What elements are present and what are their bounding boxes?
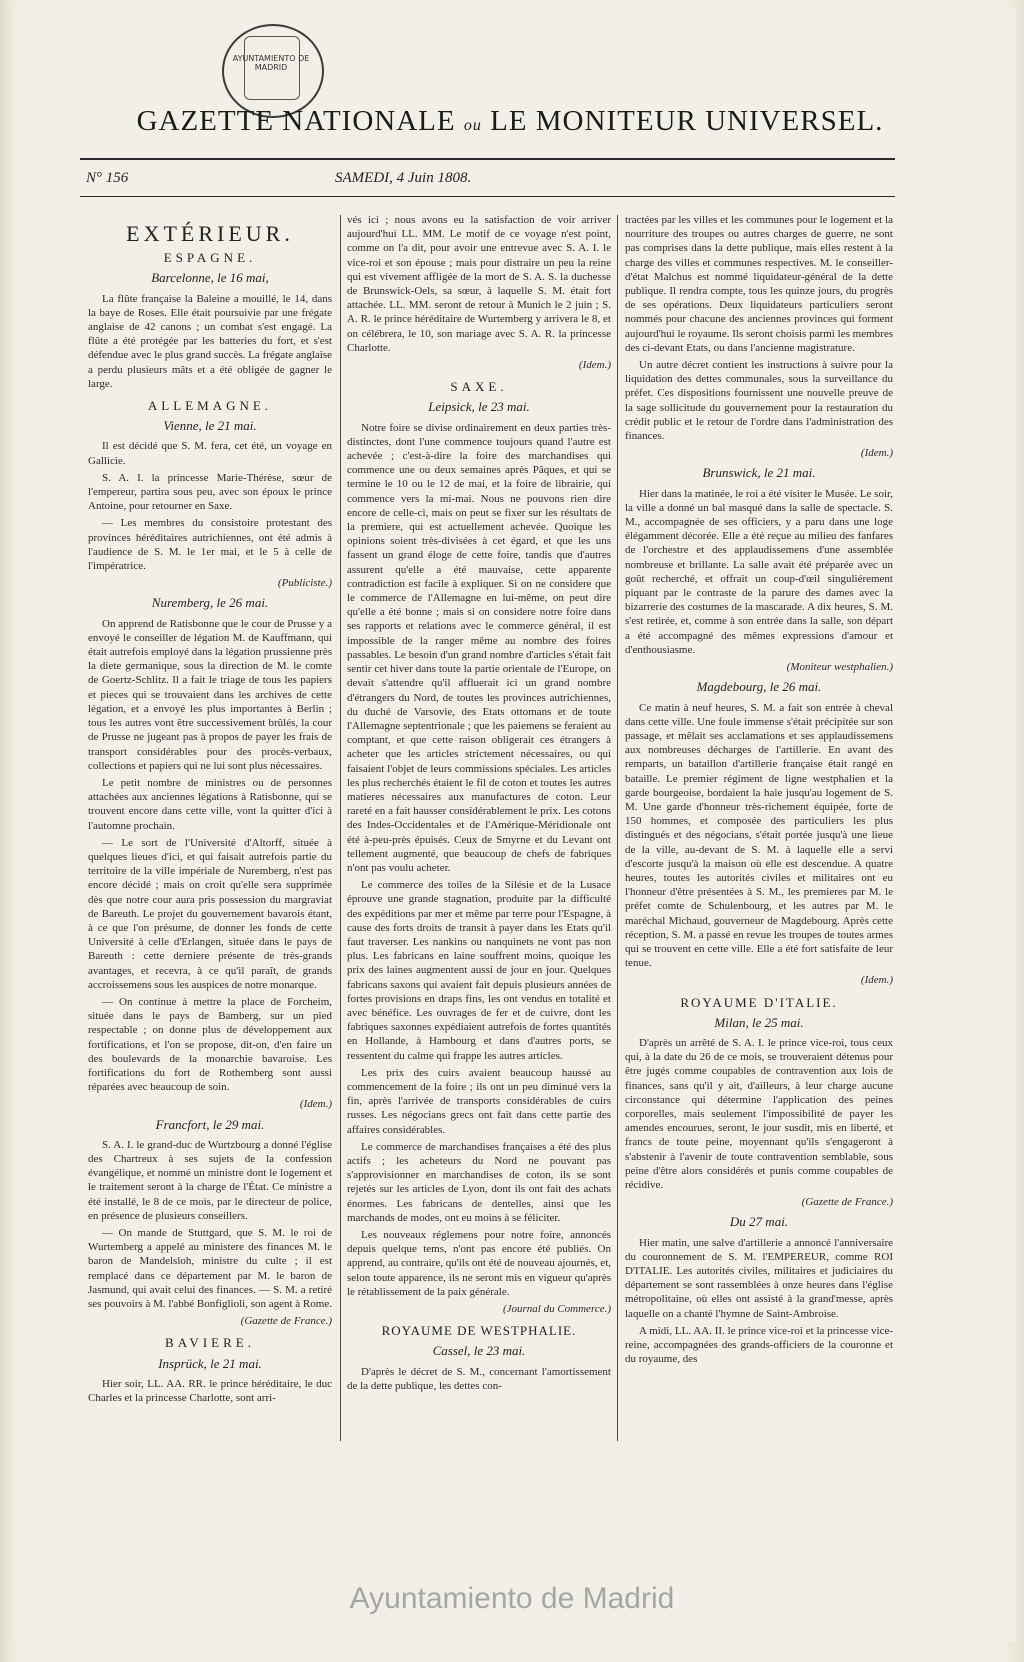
article-text: — Le sort de l'Université d'Altorff, située à quelques lieues d'ici, et qui faisait autrefois partie du territoire de la ville impériale de Nuremberg, n'est pas encore décidé ; mais on croit qu'elle sera supprimée dès que notre cour aura pris possession du margraviat de Bareuth. Le projet du gouvernement bavarois étant, à ce que l'on présume, de donner les fonds de cette Université à celle d'Erlangen, située dans le pays de Bareuth : cette derniere présente de très-grands avantages, et recevra, à ce qu'il paraît, de grands accroissemens sous les auspices de notre monarque. <box>88 836 332 991</box>
article-text: Notre foire se divise ordinairement en deux parties très-distinctes, dont l'une commence toujours quand l'autre est achevée ; c'est-à-dire la foire des marchandises qui commence une ou deux semaines après Pâques, et qui se termine le 10 ou le 12 de mai, et la foire de librairie, qui commence vers la mi-mai. Nous ne pouvons rien dire encore de celle-ci, mais on peut se fixer sur les résultats de la premiere, qui est actuellement achevée. Quoique les opinions soient très-divisées à cet égard, et que les uns fassent un grand éloge de cette foire, tandis que d'autres assurent qu'elle a été mauvaise, cette apparente contradiction est facile à expliquer. Si on ne considere que le commerce de l'Allemagne en lui-même, on peut dire qu'elle a été bonne ; mais si on considere notre foire dans ses rapports et relations avec le commerce général, il est impossible de la ranger même au nombre des foires passables. Le besoin d'un grand nombre d'articles s'était fait sentir cet hiver dans toute la partie orientale de l'Europe, on devait s'attendre qu'il affluerait ici un grand nombre d'étrangers du Nord, de toutes les provinces autrichiennes, du duché de Varsovie, des Etats ottomans et de toute l'Allemagne septentrionale ; que les paiemens se feraient au comptant, et que cette raison obligerait ces étrangers à acheter que les articles strictement nécessaires, ou qui faisaient l'objet de leurs commissions spéciales. Les articles les plus recherchés étaient le fil de coton et toutes les autres matieres nécessaires aux manufactures de coton. Leur rareté en a fait hausser considérablement le prix. Les cotons des Indes-Occidentales et de l'Amérique-Méridionale ont été à-peu-près épuisés. Ceux de Smyrne et du Levant ont tellement augmenté, que beaucoup de chefs de fabriques n'ont pas voulu acheter. <box>347 421 611 874</box>
source-attribution: (Idem.) <box>860 447 893 460</box>
section-title: EXTÉRIEUR. <box>126 221 294 246</box>
article-text: D'après le décret de S. M., concernant l'amortissement de la dette publique, les dettes con- <box>347 1365 611 1392</box>
dateline-francfort: Francfort, le 29 mai. <box>155 1116 265 1132</box>
article-text: Les nouveaux réglemens pour notre foire, annoncés depuis quelque tems, n'ont pas encore été publiés. On apprend, au contraire, qu'ils ont été de nouveau ajournés, et, selon toute apparence, ils ne seront mis en vigueur qu'après le rétablissement de la paix générale. <box>347 1229 611 1298</box>
issue-number: N° 156 <box>86 170 129 186</box>
dateline-magdebourg: Magdebourg, le 26 mai. <box>696 679 822 695</box>
masthead-part1: GAZETTE NATIONALE <box>136 105 456 137</box>
article-text: A midi, LL. AA. II. le prince vice-roi et la princesse vice-reine, accompagnées des grands-officiers de la couronne et du royaume, des <box>625 1324 893 1366</box>
article-text: Le commerce des toiles de la Silésie et de la Lusace éprouve une grande stagnation, produite par la difficulté des expéditions par mer et même par terre pour l'Espagne, à cause des forts droits de transit à payer dans les Etats qu'il faut traverser. Les nankins ou nanquinets ne vont pas non plus. Les fabricans en laine souffrent moins, quoique les prix des laines augmentent aussi de jour en jour. Quelques fabricans saxons qui avaient fait depuis plusieurs années de fortes provisions en draps fins, les ont vendus en totalité et avec bénéfice. Les ouvrages de fer et de cuivre, dont les fabriques saxonnes expédiaient autrefois de fortes quantités en Hollande, à Hambourg et dans d'autres ports, se ressentent du calme qui frappe les autres articles. <box>347 879 611 1062</box>
column-2 <box>347 213 611 1445</box>
article-text: Le petit nombre de ministres ou de personnes attachées aux anciennes légations à Ratisbonne, qui se trouvent encore dans cette ville, vont la quitter d'ici à l'automne prochain. <box>88 776 332 832</box>
article-text: D'après un arrêté de S. A. I. le prince vice-roi, tous ceux qui, à la date du 26 de ce mois, se trouveraient détenus pour être jugés comme coupables de contravention aux lois de finances, sans qu'il y ait, d'ailleurs, à leur charge aucune circonstance qui détermine l'application des peines corporelles, mais seulement l'impossibilité de payer les amendes encourues, seront, le jour susdit, mis en liberté, et francs de toute peine, moyennant qu'ils s'engageront à s'abstenir à l'avenir de toute contravention semblable, sous peine d'être alors considérés et punis comme coupables de récidive. <box>625 1036 893 1191</box>
article-text: — On continue à mettre la place de Forcheim, située dans le pays de Bamberg, sur un pied respectable ; on donne plus de développement aux fortifications, et l'on se propose, dit-on, d'en faire un des boulevards de la monarchie bavaroise. Les fortifications du fort de Rothemberg sont aussi réparées avec beaucoup de soin. <box>88 995 332 1094</box>
heading-saxe: SAXE. <box>450 379 508 395</box>
stamp-text: AYUNTAMIENTO DE MADRID <box>232 54 310 72</box>
source-attribution: (Idem.) <box>860 974 893 987</box>
date-rule <box>80 196 895 197</box>
source-attribution: (Gazette de France.) <box>240 1315 332 1328</box>
article-text: Un autre décret contient les instructions à suivre pour la liquidation des dettes communales, sous la surveillance du préfet. Ces dispositions fournissent une nouvelle preuve de la sage sollicitude du gouvernement pour la restauration du crédit public et le retour de l'ordre dans l'administration des finances. <box>625 359 893 443</box>
article-text: Hier matin, une salve d'artillerie a annoncé l'anniversaire du couronnement de S. M. l'EMPEREUR, comme ROI D'ITALIE. Les autorités civiles, militaires et judiciaires du département se sont rassemblées à onze heures dans l'église métropolitaine, où elles ont assisté à la grand'messe, après laquelle on a chanté l'hymne de Saint-Ambroise. <box>625 1236 893 1320</box>
source-attribution: (Idem.) <box>578 359 611 372</box>
issue-date: SAMEDI, 4 Juin 1808. <box>335 170 472 186</box>
heading-italie: ROYAUME D'ITALIE. <box>680 994 838 1010</box>
archive-watermark: Ayuntamiento de Madrid <box>349 1582 675 1615</box>
dateline-barcelonne: Barcelonne, le 16 mai, <box>151 270 269 286</box>
article-text: tractées par les villes et les communes pour le logement et la nourriture des troupes ou autres charges de guerre, ne sont pas comprises dans la dette publique, mais elles restent à la charge des villes et communes respectives. M. le conseiller-d'état Malchus est nommé liquidateur-général de la dette publique. Il rendra compte, tous les quinze jours, du progrès de ses opérations. Deux liquidateurs particuliers seront nommés pour chacune des anciennes provinces qui forment aujourd'hui le royaume. Ils seront choisis parmi les membres des ci-devant Etats, ou dans l'ancienne magistrature. <box>625 214 893 354</box>
dateline-milan: Milan, le 25 mai. <box>714 1014 804 1030</box>
article-text: Les prix des cuirs avaient beaucoup haussé au commencement de la foire ; ils ont un peu diminué vers la fin, après l'arrivée de transports considérables de cuirs russes. Les négocians grecs ont fait dans cette partie des affaires considérables. <box>347 1066 611 1136</box>
masthead-title <box>60 105 960 138</box>
dateline-brunswick: Brunswick, le 21 mai. <box>702 465 816 481</box>
dateline-vienne: Vienne, le 21 mai. <box>163 418 257 434</box>
dateline-nuremberg: Nuremberg, le 26 mai. <box>151 595 269 611</box>
column-divider-1 <box>340 215 341 1441</box>
source-attribution: (Idem.) <box>299 1098 332 1111</box>
masthead-ou: ou <box>463 117 482 134</box>
article-text: Ce matin à neuf heures, S. M. a fait son entrée à cheval dans cette ville. Une foule immense s'était précipitée sur son passage, et mêlait ses acclamations et ses applaudissemens aux nombreuses décharges de l'artillerie. En avant des remparts, un bataillon d'artillerie française était rangé en bataille. Le premier régiment de ligne westphalien et la garde bourgeoise, bordaient la haie jusqu'au logement de S. M. Une garde d'honneur très-richement équipée, forte de 150 hommes, et composée des particuliers les plus distingués et des négocians, s'était portée jusqu'à une lieue de la ville, au-devant de S. M. à laquelle elle a servi d'escorte jusqu'à la maison où elle est descendue. A quatre heures, toutes les autorités civiles et militaires ont eu l'honneur d'être présentées à S. M., les premieres par M. le préfet comte de Schulenbourg, et les autres par M. le maréchal Michaud, gouverneur de Magdebourg. Après cette réception, S. M. a passé en revue les troupes de toutes armes qui se trouvent en cette ville. Elle a été fort satisfaite de leur tenue. <box>625 701 893 970</box>
dateline-insprück: Insprück, le 21 mai. <box>158 1355 262 1371</box>
article-text: vés ici ; nous avons eu la satisfaction de voir arriver aujourd'hui LL. MM. Le motif de ce voyage n'est point, comme on l'a dit, pour avoir une entrevue avec S. A. I. le vice-roi et son épouse ; mais pour distraire un peu la reine qui est vivement affligée de la mort de S. A. S. la duchesse de Brunswick-Oels, sa sœur, à laquelle S. M. était fort attachée. LL. MM. seront de retour à Munich le 2 juin ; S. A. R. le prince héréditaire de Wurtemberg y arrivera le 8, et on célébrera, le 10, son mariage avec S. A. R. la princesse Charlotte. <box>347 214 611 354</box>
heading-allemagne: ALLEMAGNE. <box>147 398 273 414</box>
source-attribution: (Publiciste.) <box>277 577 332 590</box>
heading-baviere: BAVIERE. <box>165 1335 255 1351</box>
dateline-leipsick: Leipsick, le 23 mai. <box>428 399 530 415</box>
article-text: Il est décidé que S. M. fera, cet été, un voyage en Gallicie. <box>88 440 332 467</box>
article-text: — Les membres du consistoire protestant des provinces héréditaires autrichiennes, ont été admis à l'audience de S. M. le 1er mai, et le 5 à celle de l'impératrice. <box>88 517 332 573</box>
heading-espagne: ESPAGNE. <box>163 250 257 266</box>
source-attribution: (Gazette de France.) <box>801 1196 893 1209</box>
column-1 <box>88 213 332 1445</box>
dateline-du-27-mai: Du 27 mai. <box>729 1214 789 1230</box>
article-text: La flûte française la Baleine a mouillé, le 14, dans la baye de Roses. Elle était poursuivie par une frégate anglaise de 42 canons ; un combat s'est engagé. La flûte a été protégée par les batteries du fort, et s'est défendue avec le plus grand succès. La frégate anglaise a perdu plusieurs mâts et a été obligée de gagner le large. <box>88 292 332 390</box>
column-3 <box>625 213 893 1445</box>
article-text: Le commerce de marchandises françaises a été des plus actifs ; les acheteurs du Nord ne pouvant pas s'approvisionner en marchandises de coton, ils se sont rejetés sur les articles de Lyon, dont ils ont fait des achats énormes. Les fabricans de dentelles, ainsi que les marchands de modes, ont eu moins à se féliciter. <box>347 1140 611 1224</box>
article-text: S. A. I. la princesse Marie-Thérèse, sœur de l'empereur, partira sous peu, avec son époux le prince Antoine, pour retourner en Saxe. <box>88 471 332 513</box>
article-text: Hier soir, LL. AA. RR. le prince héréditaire, le duc Charles et la princesse Charlotte, sont arri- <box>88 1377 332 1405</box>
masthead-part2: LE MONITEUR UNIVERSEL. <box>490 105 884 137</box>
article-text: On apprend de Ratisbonne que le cour de Prusse y a envoyé le conseiller de légation M. de Kauffmann, qui était autrefois employé dans la légation prussienne près la diete germanique, sous la direction de M. le comte de Goertz-Schlitz. Il a fait le triage de tous les papiers et pieces qui se trouvaient dans les archives de cette légation, et a envoyé les plus importantes à Berlin ; tous les autres vont être successivement brûlés, la cour de Prusse ne jugeant pas à propos de payer les frais de transport considérables pour des procès-verbaux, collections et papiers qui ne lui sont plus nécessaires. <box>88 617 332 772</box>
top-rule <box>80 158 895 160</box>
source-attribution: (Journal du Commerce.) <box>502 1303 611 1316</box>
article-text: Hier dans la matinée, le roi a été visiter le Musée. Le soir, la ville a donné un bal masqué dans la salle de spectacle. S. M., accompagnée de ses officiers, y a paru dans une loge élégamment décorée. Elle a été reçue au milieu des fanfares de l'orchestre et des applaudissemens d'une assemblée nombreuse et brillante. La salle avait été préparée avec un goût recherché, et offrait un coup-d'œil singuliérement piquant par le contraste de la parure des dames avec la bizarrerie des costumes de la mascarade. A dix heures, S. M. s'est retirée, et, comme à son entrée dans la salle, son départ a été accompagné des mêmes expressions d'amour et d'enthousiasme. <box>625 487 893 656</box>
article-text: S. A. I. le grand-duc de Wurtzbourg a donné l'église des Chartreux à ses sujets de la confession évangélique, et nommé un ministre dont le logement et le traitement seront à la charge de l'État. Ce ministre a été installé, le 8 de ce mois, par le directeur de police, en présence de plusieurs conseillers. <box>88 1138 332 1222</box>
dateline-cassel: Cassel, le 23 mai. <box>432 1343 526 1359</box>
article-text: — On mande de Stuttgard, que S. M. le roi de Wurtemberg a appelé au ministere des finances M. le baron de Mandelsloh, ministre du culte ; il est remplacé dans ce département par M. le baron de Jasmund, qui avait celui des finances. — S. M. a retiré ses pouvoirs à M. l'abbé Bonfiglioli, son agent à Rome. <box>88 1227 332 1311</box>
heading-westphalie: ROYAUME DE WESTPHALIE. <box>381 1323 577 1339</box>
source-attribution: (Moniteur westphalien.) <box>786 661 893 674</box>
column-divider-2 <box>617 215 618 1441</box>
